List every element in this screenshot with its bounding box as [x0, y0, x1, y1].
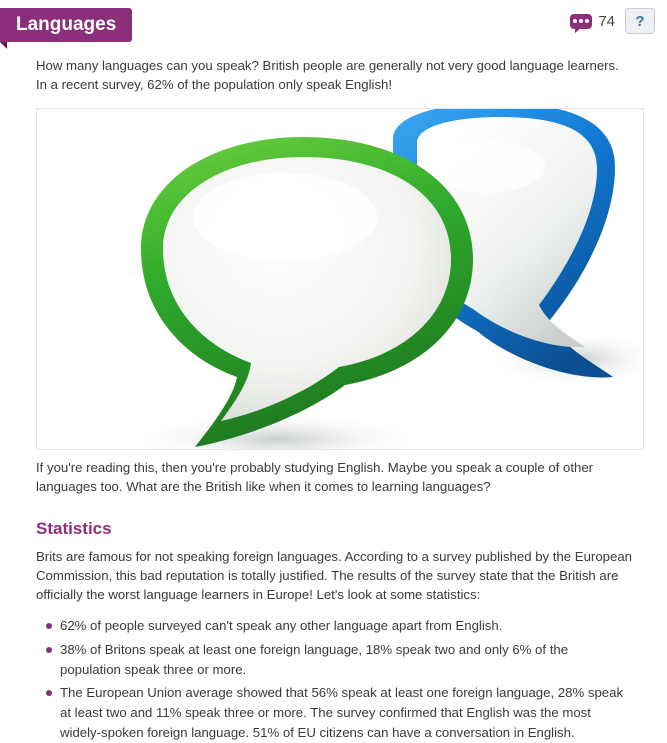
article-content	[0, 56, 667, 743]
statistics-heading: Statistics	[36, 518, 112, 538]
figure-caption: If you're reading this, then you're probably studying English. Maybe you speak a couple of other languages too. What are the British like when it comes to learning languages?	[36, 460, 594, 495]
help-button[interactable]: ?	[625, 8, 655, 34]
header-tools	[570, 8, 655, 34]
speech-bubbles-svg	[37, 109, 643, 449]
comments-indicator[interactable]	[570, 13, 615, 30]
page-header	[0, 0, 667, 48]
list-item: 62% of people surveyed can't speak any other language apart from English.	[58, 616, 647, 636]
statistics-intro: Brits are famous for not speaking foreign languages. According to a survey published by the European Commission, this bad reputation is totally justified. The results of the survey state that the British are officially the worst language learners in Europe! Let's look at some statistics:	[36, 548, 632, 602]
statistics-list	[36, 616, 647, 743]
comment-icon	[570, 14, 592, 29]
list-item: The European Union average showed that 56% speak at least one foreign language, 28% speak at least two and 11% speak three or more. The survey confirmed that English was the most widely-spoken foreign language. 51% of EU citizens can have a conversation in English.	[58, 683, 647, 742]
page-title	[0, 8, 132, 42]
list-item: 38% of Britons speak at least one foreign language, 18% speak two and only 6% of the population speak three or more.	[58, 640, 647, 680]
intro-paragraph: How many languages can you speak? British people are generally not very good language learners. In a recent survey, 62% of the population only speak English!	[36, 58, 619, 93]
title-tab-fold	[0, 42, 7, 49]
comment-count: 74	[598, 12, 615, 30]
page-title-label: Languages	[16, 14, 117, 35]
speech-bubbles-illustration	[36, 108, 644, 450]
